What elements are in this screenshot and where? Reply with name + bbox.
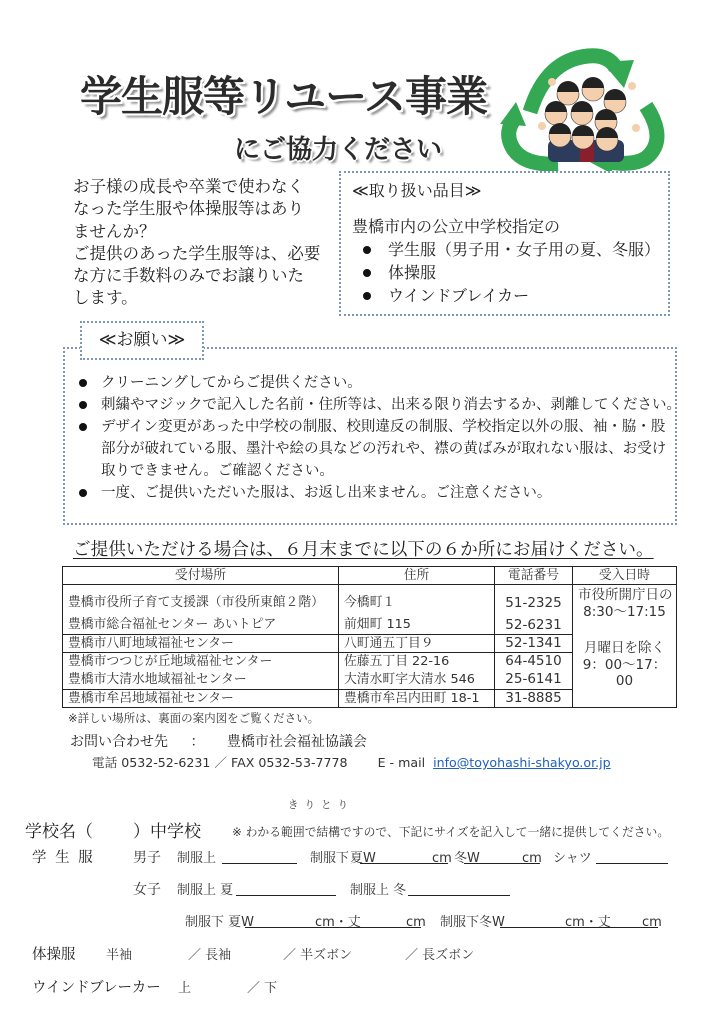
handled-items-heading: ≪取り扱い品目≫ (352, 181, 482, 200)
female-bottom-winter-label: 制服下冬W (440, 915, 505, 930)
page-title: 学生服等リユース事業 (80, 72, 488, 121)
request-item (79, 416, 666, 482)
address-cell (339, 653, 495, 690)
cm-length-label: cm・丈 (565, 915, 611, 930)
table-header-row (63, 567, 677, 585)
gym-item-long-pants: ／ 長ズボン (405, 948, 475, 963)
phone-number: 31-8885 (495, 690, 573, 708)
request-text: 取りできません。ご確認ください。 (101, 463, 334, 479)
tel-fax: 電話 0532-52-6231 ／ FAX 0532-53-7778 (92, 755, 348, 770)
cm-unit: cm (522, 851, 542, 866)
place-name: 豊橋市役所子育て支援課（市役所東館２階） (68, 595, 324, 610)
cm-unit: cm (432, 851, 452, 866)
school-name-field (25, 821, 201, 843)
handled-item (363, 240, 660, 260)
phone-cell (495, 585, 573, 635)
bullet-icon (363, 269, 371, 277)
column-header-hours: 受入日時 (573, 567, 677, 585)
intro-line: ご提供のあった学生服等は、必要 (73, 243, 321, 263)
hours-cell (573, 585, 677, 708)
handled-item-label: ウインドブレイカー (388, 286, 530, 305)
intro-line: お子様の成長や卒業で使わなく (73, 177, 304, 196)
gym-item-shorts: ／ 半ズボン (283, 948, 353, 963)
address: 豊橋市牟呂内田町 18-1 (339, 690, 495, 708)
request-item (79, 482, 551, 504)
phone-number: 51-2325 (505, 595, 562, 611)
female-top-winter-label: 制服上 冬 (350, 883, 407, 898)
handled-items-box (339, 171, 670, 316)
cm-unit: cm (406, 915, 426, 930)
phone-number: 52-1341 (495, 635, 573, 653)
hours-text: 市役所開庁日の (578, 587, 673, 603)
contact-line (70, 732, 367, 752)
column-header-phone: 電話番号 (495, 567, 573, 585)
cm-length-label: cm・丈 (315, 915, 361, 930)
windbreaker-bottom: ／ 下 (247, 981, 278, 996)
table-row (63, 585, 677, 635)
male-top-label: 制服上 (177, 851, 217, 866)
place-name: 豊橋市牟呂地域福祉センター (63, 690, 339, 708)
phone-number: 52-6231 (505, 617, 562, 633)
column-header-place: 受付場所 (63, 567, 339, 585)
drop-off-locations-table (62, 566, 677, 708)
male-summer-w-label: 夏W (350, 851, 376, 866)
request-item (79, 394, 681, 416)
female-top-winter-blank (408, 880, 510, 896)
hours-text: 8:30～17:15 (583, 603, 666, 620)
contact-organization: 豊橋市社会福祉協議会 (226, 734, 367, 750)
page-subtitle: にご協力ください (234, 135, 443, 165)
cut-line-label: きりとり (288, 799, 354, 811)
place-cell (63, 653, 339, 690)
intro-line: なった学生服や体操服等はあり (73, 199, 304, 219)
request-item (79, 372, 362, 394)
intro-line: します。 (73, 288, 138, 308)
uniform-label: 学 生 服 (32, 850, 95, 866)
delivery-heading: ご提供いただける場合は、６月末までに以下の６か所にお届けください。 (73, 540, 654, 560)
gym-clothes-label: 体操服 (32, 947, 76, 963)
place-name: 豊橋市総合福祉センター あいトピア (68, 617, 277, 632)
cm-unit: cm (642, 915, 662, 930)
students-group-icon (538, 77, 640, 162)
male-bottom-label: 制服下 (310, 851, 350, 866)
phone-number: 64-4510 (505, 653, 562, 669)
female-bottom-summer-label: 制服下 夏W (185, 915, 254, 930)
hours-text: 月曜日を除く (584, 640, 665, 656)
address: 八町通五丁目９ (339, 635, 495, 653)
request-text: 部分が破れている服、墨汁や絵の具などの汚れや、襟の黄ばみが取れない服は、お受け (101, 441, 667, 457)
address: 今橋町１ (344, 595, 396, 610)
bullet-icon (363, 246, 371, 254)
request-text: 一度、ご提供いただいた服は、お返し出来ません。ご注意ください。 (101, 485, 552, 501)
school-name-suffix: ）中学校 (133, 822, 201, 842)
place-name: 豊橋市八町地域福祉センター (63, 635, 339, 653)
contact-label: お問い合わせ先 (70, 734, 168, 750)
request-text: クリーニングしてからご提供ください。 (101, 375, 362, 391)
intro-line: な方に手数料のみでお譲りいた (73, 266, 304, 286)
address: 大清水町字大清水 546 (344, 671, 475, 687)
requests-label: ≪お願い≫ (80, 321, 204, 360)
place-cell (63, 585, 339, 635)
email-label: E - mail (377, 755, 426, 770)
gym-item-long-sleeve: ／ 長袖 (188, 948, 232, 963)
request-text: デザイン変更があった中学校の制服、校則違反の制服、学校指定以外の服、袖・脇・股 (101, 419, 666, 435)
windbreaker-label: ウインドブレーカー (32, 980, 161, 996)
female-top-summer-label: 制服上 夏 (177, 883, 234, 898)
school-name-prefix: 学校名（ (25, 822, 93, 842)
windbreaker-top: 上 (178, 981, 192, 996)
contact-separator: ： (190, 734, 205, 750)
bullet-icon (79, 379, 87, 387)
handled-items-lead: 豊橋市内の公立中学校指定の (352, 217, 561, 236)
gym-item-short-sleeve: 半袖 (106, 948, 133, 963)
place-name: 豊橋市つつじが丘地域福祉センター (68, 654, 273, 669)
intro-line: ませんか？ (73, 221, 156, 241)
handled-item (363, 286, 529, 306)
request-text: 刺繍やマジックで記入した名前・住所等は、出来る限り消去するか、剥離してください。 (101, 397, 681, 413)
address: 佐藤五丁目 22-16 (344, 654, 450, 669)
handled-item (363, 263, 436, 283)
male-label: 男子 (133, 850, 161, 866)
place-name: 豊橋市大清水地域福祉センター (68, 671, 247, 687)
shirt-label: シャツ (553, 851, 592, 866)
tel-fax-email-line (92, 754, 611, 772)
male-winter-w-label: 冬W (454, 851, 480, 866)
bullet-icon (79, 423, 87, 431)
email-link[interactable]: info@toyohashi-shakyo.or.jp (433, 755, 611, 770)
hours-text: 9：00～17： (582, 656, 667, 673)
size-instruction-note: ※ わかる範囲で結構ですので、下記にサイズを記入して一緒に提供してください。 (232, 825, 670, 839)
female-top-summer-blank (236, 880, 336, 896)
bullet-icon (79, 489, 87, 497)
female-label: 女子 (133, 882, 161, 898)
handled-item-label: 体操服 (388, 263, 437, 282)
requests-box (63, 347, 681, 525)
bullet-icon (363, 292, 371, 300)
map-note: ※詳しい場所は、裏面の案内図をご覧ください。 (68, 711, 320, 725)
shirt-size-blank (596, 848, 668, 864)
phone-number: 25-6141 (505, 670, 562, 687)
address: 前畑町 115 (344, 617, 411, 632)
bullet-icon (79, 401, 87, 409)
handled-item-label: 学生服（男子用・女子用の夏、冬服） (388, 240, 661, 259)
address-cell (339, 585, 495, 635)
intro-paragraph (73, 176, 320, 310)
phone-cell (495, 653, 573, 690)
column-header-address: 住所 (339, 567, 495, 585)
male-top-blank (222, 848, 297, 864)
recycle-students-illustration (496, 42, 674, 174)
hours-text: 00 (615, 673, 634, 689)
